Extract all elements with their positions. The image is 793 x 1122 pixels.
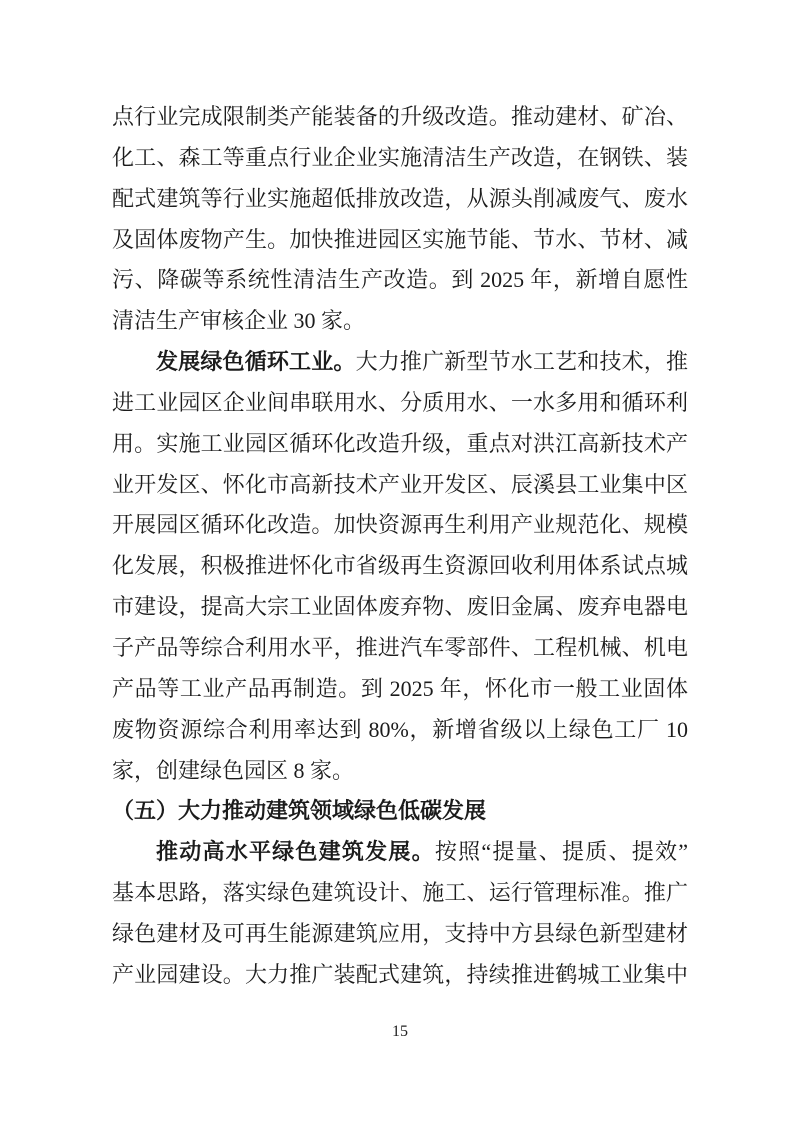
paragraph-end-line: [112, 301, 688, 342]
body-line: [112, 220, 688, 261]
line-text: 产业园建设。大力推广装配式建筑，持续推进鹤城工业集中: [112, 961, 688, 987]
line-text: 开展园区循环化改造。加快资源再生利用产业规范化、规模: [112, 512, 688, 538]
body-line: [112, 383, 688, 424]
line-text: 子产品等综合利用水平，推进汽车零部件、工程机械、机电: [112, 634, 688, 660]
body-line: [112, 97, 688, 138]
section-heading: [112, 791, 688, 832]
body-line: [112, 873, 688, 914]
body-line: [112, 424, 688, 465]
body-line: [112, 505, 688, 546]
body-line: [112, 546, 688, 587]
line-text: 绿色建材及可再生能源建筑应用，支持中方县绿色新型建材: [112, 920, 688, 946]
line-text: 进工业园区企业间串联用水、分质用水、一水多用和循环利: [112, 389, 688, 415]
paragraph-lead-line: [112, 832, 688, 873]
line-text: 废物资源综合利用率达到 80%，新增省级以上绿色工厂 10: [112, 716, 688, 742]
line-text: 基本思路，落实绿色建筑设计、施工、运行管理标准。推广: [112, 880, 688, 906]
line-text: 按照“提量、提质、提效”: [434, 839, 688, 865]
body-line: [112, 914, 688, 955]
line-text: 化发展，积极推进怀化市省级再生资源回收利用体系试点城: [112, 553, 688, 579]
body-line: [112, 955, 688, 996]
body-line: [112, 260, 688, 301]
page-number: 15: [392, 1023, 408, 1040]
line-text: 及固体废物产生。加快推进园区实施节能、节水、节材、减: [112, 226, 688, 252]
line-text: 家，创建绿色园区 8 家。: [112, 757, 355, 783]
body-line: [112, 138, 688, 179]
body-line: [112, 669, 688, 710]
line-text: 配式建筑等行业实施超低排放改造，从源头削减废气、废水: [112, 185, 688, 211]
body-line: [112, 587, 688, 628]
body-line: [112, 710, 688, 751]
line-text: 产品等工业产品再制造。到 2025 年，怀化市一般工业固体: [112, 675, 688, 701]
line-text: 业开发区、怀化市高新技术产业开发区、辰溪县工业集中区: [112, 471, 688, 497]
line-text: 清洁生产审核企业 30 家。: [112, 308, 366, 334]
line-text: 市建设，提高大宗工业固体废弃物、废旧金属、废弃电器电: [112, 594, 688, 620]
document-body: [112, 97, 688, 996]
paragraph-end-line: [112, 751, 688, 792]
section-heading-text: （五）大力推动建筑领域绿色低碳发展: [112, 798, 487, 824]
line-text: 污、降碳等系统性清洁生产改造。到 2025 年，新增自愿性: [112, 267, 688, 293]
line-text: 点行业完成限制类产能装备的升级改造。推动建材、矿冶、: [112, 104, 688, 129]
body-line: [112, 465, 688, 506]
line-text: 用。实施工业园区循环化改造升级，重点对洪江高新技术产: [112, 430, 688, 456]
paragraph-lead-line: [112, 342, 688, 383]
bold-lead-text: 发展绿色循环工业。: [156, 349, 356, 375]
body-line: [112, 179, 688, 220]
line-text: 大力推广新型节水工艺和技术，推: [355, 349, 688, 375]
bold-lead-text: 推动高水平绿色建筑发展。: [156, 839, 435, 865]
line-text: 化工、森工等重点行业企业实施清洁生产改造，在钢铁、装: [112, 144, 688, 170]
body-line: [112, 628, 688, 669]
